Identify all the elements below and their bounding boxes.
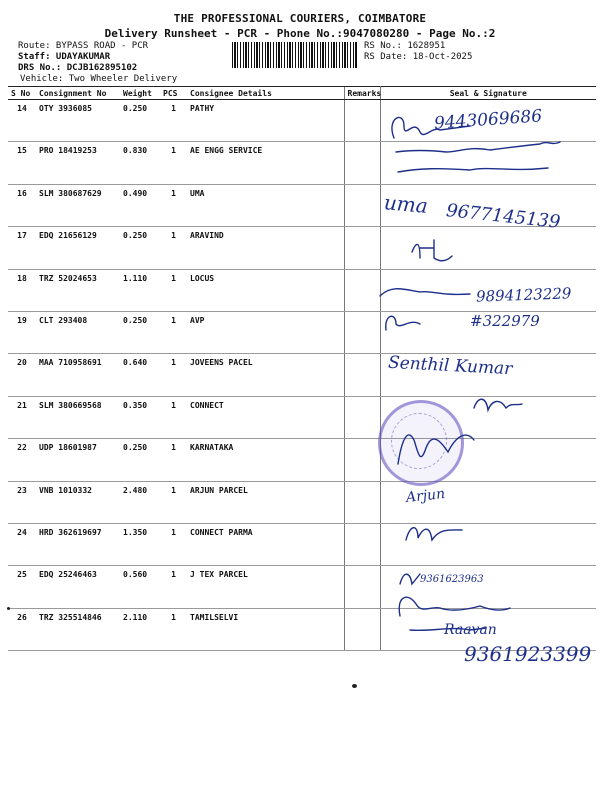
row-remarks [344,566,380,608]
table-row [8,608,596,650]
row-remarks [344,608,380,650]
row-sno: 14 [8,100,36,142]
row-weight: 2.480 [120,481,160,523]
table-row [8,269,596,311]
row-remarks [344,396,380,438]
row-consignment: OTY 3936085 [36,100,120,142]
row-consignee: CONNECT PARMA [187,523,344,565]
row-sno: 19 [8,311,36,353]
row-sno: 26 [8,608,36,650]
row-consignment: SLM 380669568 [36,396,120,438]
row-consignment: UDP 18601987 [36,439,120,481]
row-remarks [344,439,380,481]
row-pcs: 1 [160,100,187,142]
row-consignment: TRZ 52024653 [36,269,120,311]
row-consignee: KARNATAKA [187,439,344,481]
table-row [8,142,596,184]
row-pcs: 1 [160,481,187,523]
row-seal [380,269,596,311]
vehicle-label: Vehicle: Two Wheeler Delivery [20,74,178,84]
col-seal-signature: Seal & Signature [380,87,596,100]
row-remarks [344,269,380,311]
row-seal [380,566,596,608]
table-row [8,439,596,481]
handwritten-phone-14: 9443069686 [433,106,543,134]
table-row [8,354,596,396]
row-remarks [344,227,380,269]
row-sno: 15 [8,142,36,184]
row-weight: 0.830 [120,142,160,184]
row-consignment: TRZ 325514846 [36,608,120,650]
handwritten-name-26: Raavan [444,622,497,638]
row-remarks [344,311,380,353]
row-weight: 0.560 [120,566,160,608]
route-label: Route: BYPASS ROAD - PCR [18,41,149,51]
row-weight: 1.110 [120,269,160,311]
row-consignee: JOVEENS PACEL [187,354,344,396]
table-row [8,311,596,353]
row-sno: 18 [8,269,36,311]
row-seal [380,311,596,353]
handwritten-phone-26: 9361923399 [464,642,592,666]
row-weight: 0.640 [120,354,160,396]
row-sno: 25 [8,566,36,608]
row-remarks [344,142,380,184]
row-pcs: 1 [160,523,187,565]
handwritten-phone-18: 9894123229 [475,284,572,306]
row-consignment: HRD 362619697 [36,523,120,565]
barcode [232,42,358,68]
row-seal [380,100,596,142]
row-pcs: 1 [160,142,187,184]
drs-number: DRS No.: DCJB162895102 [18,63,138,73]
row-pcs: 1 [160,608,187,650]
row-pcs: 1 [160,439,187,481]
row-weight: 0.350 [120,396,160,438]
row-consignee: UMA [187,184,344,226]
row-weight: 0.250 [120,227,160,269]
row-pcs: 1 [160,566,187,608]
row-weight: 0.490 [120,184,160,226]
row-weight: 2.110 [120,608,160,650]
row-pcs: 1 [160,354,187,396]
rs-number: RS No.: 1628951 [364,41,446,51]
row-pcs: 1 [160,311,187,353]
row-remarks [344,523,380,565]
row-consignment: PRO 18419253 [36,142,120,184]
company-title: THE PROFESSIONAL COURIERS, COIMBATORE [173,12,427,25]
row-weight: 0.250 [120,439,160,481]
row-consignee: TAMILSELVI [187,608,344,650]
row-pcs: 1 [160,396,187,438]
row-seal [380,481,596,523]
row-sno: 22 [8,439,36,481]
col-weight: Weight [120,87,160,100]
row-consignee: AE ENGG SERVICE [187,142,344,184]
row-seal [380,227,596,269]
row-consignment: EDQ 25246463 [36,566,120,608]
row-sno: 21 [8,396,36,438]
row-weight: 1.350 [120,523,160,565]
table-row [8,184,596,226]
row-seal [380,142,596,184]
row-seal [380,523,596,565]
runsheet-table [8,86,596,651]
row-pcs: 1 [160,227,187,269]
row-seal [380,184,596,226]
row-consignment: VNB 1010332 [36,481,120,523]
table-header-row [8,87,596,100]
row-weight: 0.250 [120,311,160,353]
col-consignment: Consignment No [36,87,120,100]
table-row [8,523,596,565]
row-pcs: 1 [160,184,187,226]
row-consignment: EDQ 21656129 [36,227,120,269]
row-consignee: LOCUS [187,269,344,311]
row-consignment: SLM 380687629 [36,184,120,226]
row-consignee: CONNECT [187,396,344,438]
handwritten-number-19: #322979 [470,312,540,330]
handwritten-phone-25: 9361623963 [420,574,484,585]
rs-date: RS Date: 18-Oct-2025 [364,52,473,62]
col-pcs: PCS [160,87,187,100]
row-remarks [344,481,380,523]
handwritten-name-20: Senthil Kumar [387,352,513,380]
row-sno: 16 [8,184,36,226]
row-consignee: J TEX PARCEL [187,566,344,608]
table-row [8,396,596,438]
row-consignee: AVP [187,311,344,353]
handwritten-name-23: Arjun [405,485,446,507]
col-remarks: Remarks [344,87,380,100]
row-sno: 17 [8,227,36,269]
row-sno: 20 [8,354,36,396]
row-sno: 24 [8,523,36,565]
row-consignee: ARAVIND [187,227,344,269]
row-consignee: PATHY [187,100,344,142]
row-consignee: ARJUN PARCEL [187,481,344,523]
handwritten-name-16: uma [383,190,429,218]
col-consignee: Consignee Details [187,87,344,100]
row-seal [380,396,596,438]
table-row [8,481,596,523]
row-pcs: 1 [160,269,187,311]
row-seal [380,354,596,396]
row-remarks [344,354,380,396]
table-row [8,100,596,142]
row-remarks [344,100,380,142]
ink-speck [352,684,357,688]
row-seal [380,439,596,481]
runsheet-subtitle: Delivery Runsheet - PCR - Phone No.:9047080280 - Page No.:2 [104,27,496,40]
row-consignment: CLT 293408 [36,311,120,353]
col-sno: S No [8,87,36,100]
row-weight: 0.250 [120,100,160,142]
handwritten-phone-16: 9677145139 [445,200,562,233]
row-sno: 23 [8,481,36,523]
row-consignment: MAA 710958691 [36,354,120,396]
staff-label: Staff: UDAYAKUMAR [18,52,111,62]
row-seal [380,608,596,650]
row-remarks [344,184,380,226]
table-row [8,227,596,269]
table-row [8,566,596,608]
